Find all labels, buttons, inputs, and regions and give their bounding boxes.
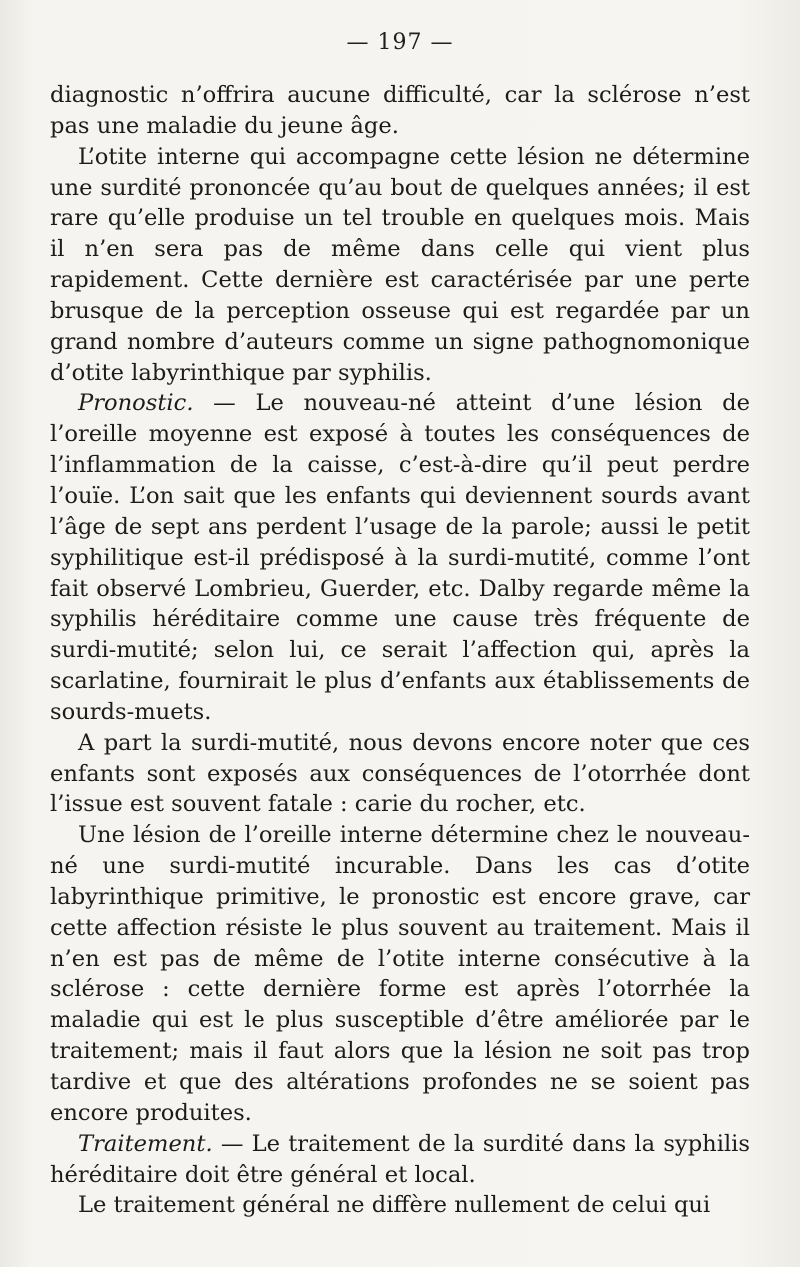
body-text xyxy=(50,80,750,1221)
paragraph-text: — Le nouveau-né atteint d’une lésion de l’oreille moyenne est exposé à toutes les conséquences de l’inflammation de la caisse, c’est-à-dire qu’il peut perdre l’ouïe. L’on sait que les enfants qui deviennent sourds avant l’âge de sept ans perdent l’usage de la parole; aussi le petit syphilitique est-il prédisposé à la surdi-mutité, comme l’ont fait observé Lombrieu, Guerder, etc. Dalby regarde même la syphilis héréditaire comme une cause très fréquente de surdi-mutité; selon lui, ce serait l’affection qui, après la scarlatine, fournirait le plus d’enfants aux établissements de sourds-muets. xyxy=(50,390,750,725)
paragraph-text: A part la surdi-mutité, nous devons encore noter que ces enfants sont exposés aux conséquences de l’otorrhée dont l’issue est souvent fatale : carie du rocher, etc. xyxy=(50,729,750,818)
paragraph-text: Le traitement général ne diffère nullement de celui qui xyxy=(78,1192,711,1219)
paragraph-text: Une lésion de l’oreille interne détermine chez le nouveau-né une surdi-mutité incurable. Dans les cas d’otite labyrinthique primitive, le pronostic est encore grave, car cette affection résiste le plus souvent au traitement. Mais il n’en est pas de même de l’otite interne consécutive à la sclérose : cette dernière forme est après l’otorrhée la maladie qui est le plus susceptible d’être améliorée par le traitement; mais il faut alors que la lésion ne soit pas trop tardive et que des altérations profondes ne se soient pas encore produites. xyxy=(50,822,750,1126)
paragraph-traitement-general xyxy=(50,1190,750,1221)
paragraph-pronostic xyxy=(50,388,750,727)
section-heading-pronostic: Pronostic. xyxy=(78,390,194,417)
paragraph-text: L’otite interne qui accompagne cette lésion ne détermine une surdité prononcée qu’au bout de quelques années; il est rare qu’elle produise un tel trouble en quelques mois. Mais il n’en sera pas de même dans celle qui vient plus rapidement. Cette dernière est caractérisée par une perte brusque de la perception osseuse qui est regardée par un grand nombre d’auteurs comme un signe pathognomonique d’otite labyrinthique par syphilis. xyxy=(50,143,750,386)
paragraph-continuation xyxy=(50,80,750,142)
section-heading-traitement: Traitement. xyxy=(78,1130,213,1157)
paragraph-traitement xyxy=(50,1129,750,1191)
paragraph-text: diagnostic n’offrira aucune difficulté, car la sclérose n’est pas une maladie du jeune âge. xyxy=(50,82,750,139)
paragraph-otite-interne xyxy=(50,142,750,389)
page-number: — 197 — xyxy=(346,30,454,55)
paragraph-text: — Le traitement de la surdité dans la syphilis héréditaire doit être général et local. xyxy=(50,1130,750,1188)
paragraph-oreille-interne xyxy=(50,820,750,1128)
paragraph-surdi-mutite xyxy=(50,728,750,821)
